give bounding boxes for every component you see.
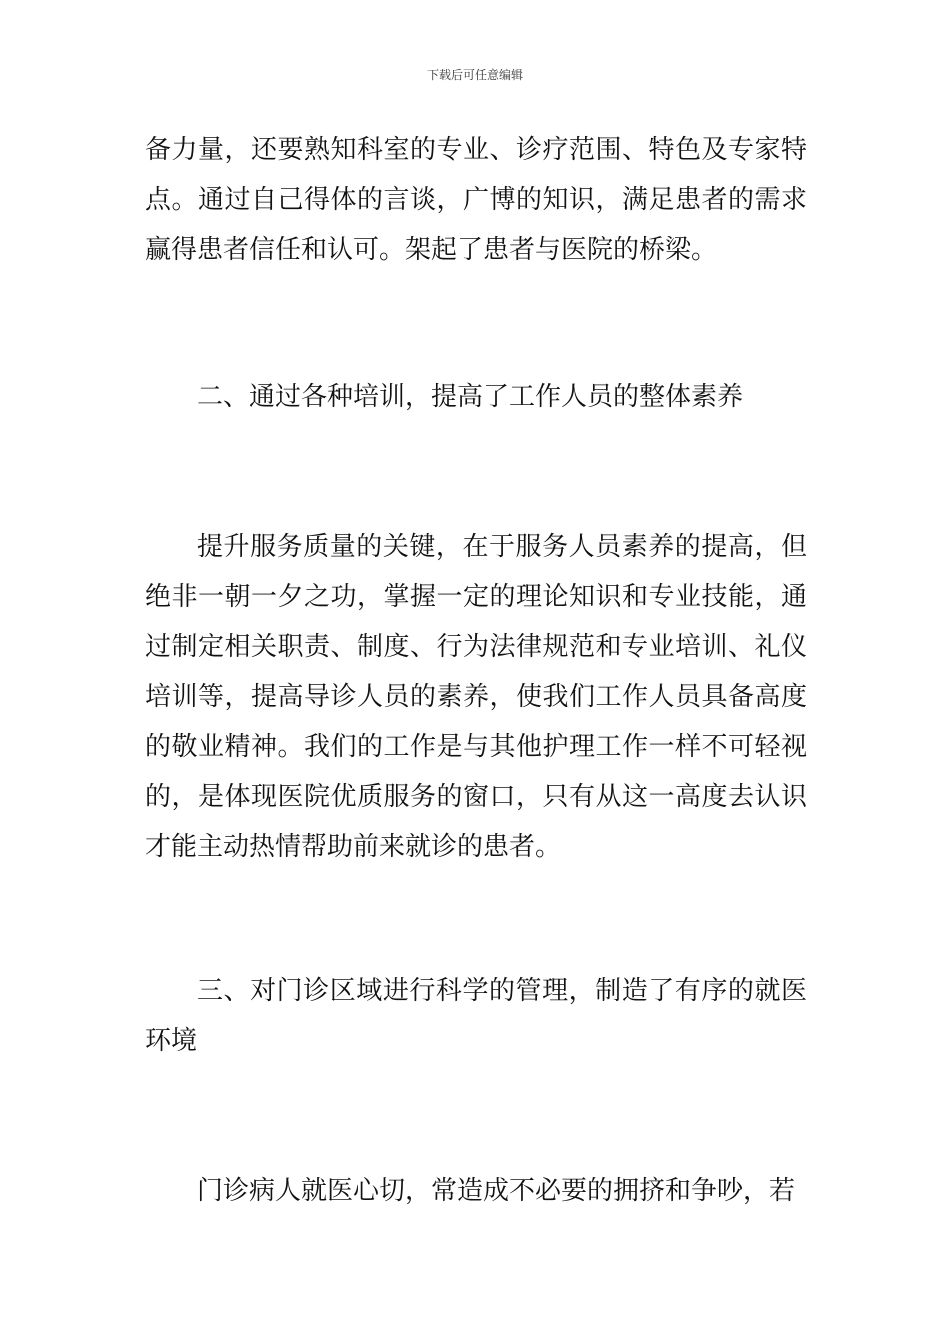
- section-heading-3: 三、对门诊区域进行科学的管理，制造了有序的就医环境: [145, 976, 807, 1056]
- page-header-note: 下载后可任意编辑: [426, 68, 523, 82]
- paragraph-clinic: 门诊病人就医心切，常造成不必要的拥挤和争吵，若: [197, 1176, 796, 1206]
- paragraph-training: 提升服务质量的关键，在于服务人员素养的提高，但绝非一朝一夕之功，掌握一定的理论知识和专业技能，通过制定相关职责、制度、行为法律规范和专业培训、礼仪培训等，提高导诊人员的素养，使我们工作人员具备高度的敬业精神。我们的工作是与其他护理工作一样不可轻视的，是体现医院优质服务的窗口，只有从这一高度去认识才能主动热情帮助前来就诊的患者。: [145, 532, 807, 862]
- section-heading-2: 二、通过各种培训，提高了工作人员的整体素养: [197, 382, 744, 412]
- paragraph-continuation: 备力量，还要熟知科室的专业、诊疗范围、特色及专家特点。通过自己得体的言谈，广博的知识，满足患者的需求赢得患者信任和认可。架起了患者与医院的桥梁。: [145, 135, 807, 265]
